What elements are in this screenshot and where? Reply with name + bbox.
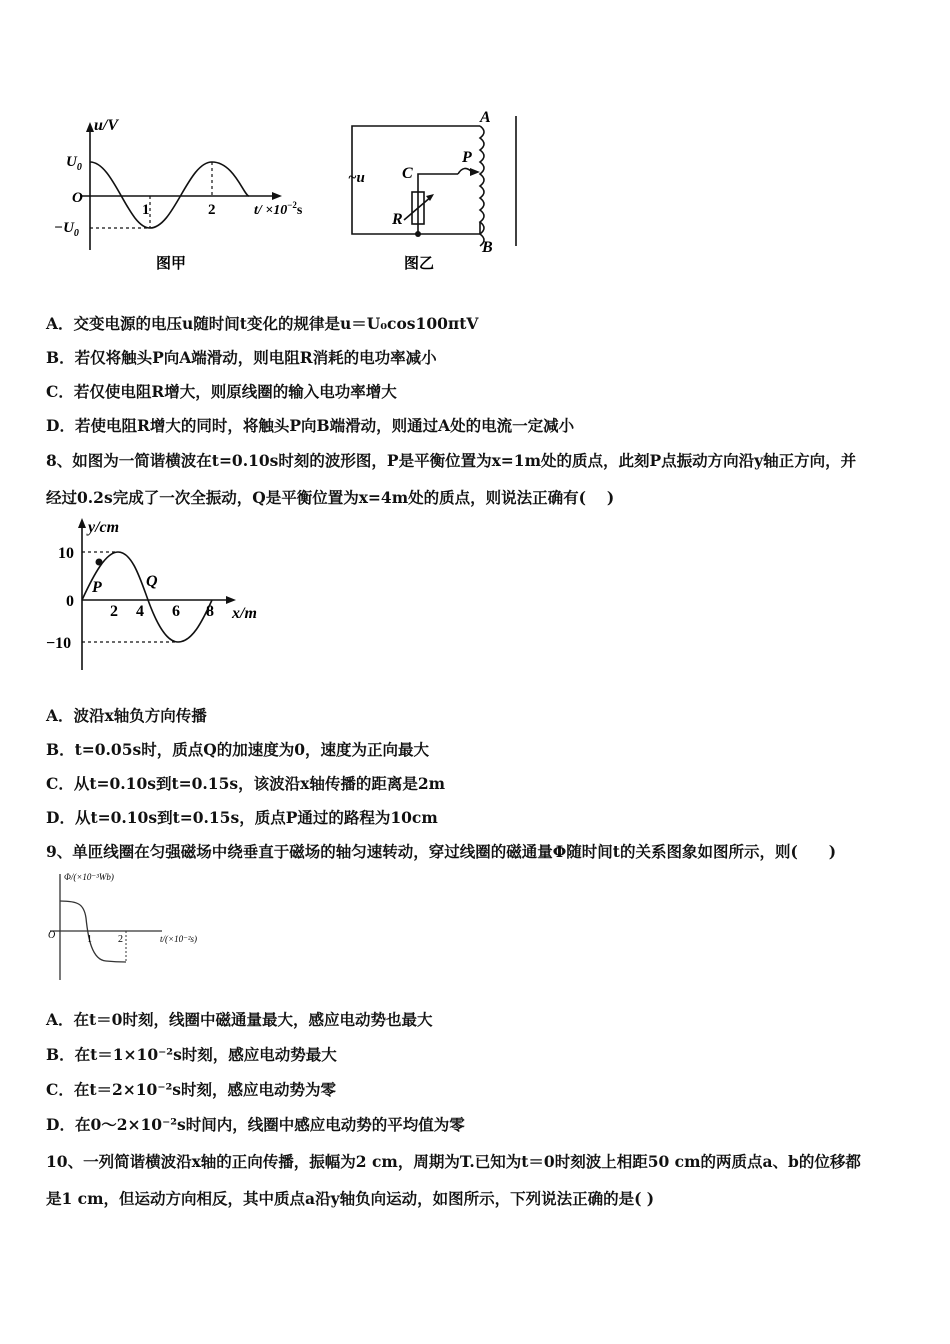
wave8-axis-y-label: y/cm (88, 519, 120, 536)
yi-label-a: A (480, 109, 491, 126)
figure-jia (44, 100, 334, 278)
figure-wave-q8 (44, 514, 274, 674)
q8-option-d: D．从t=0.10s到t=0.15s，质点P通过的路程为10cm (46, 808, 438, 827)
q7-option-b: B．若仅将触头P向A端滑动，则电阻R消耗的电功率减小 (46, 348, 437, 367)
wave8-tick-4: 4 (136, 603, 144, 620)
jia-origin-label: O (72, 190, 83, 206)
q7-option-a: A．交变电源的电压u随时间t变化的规律是u＝U₀cos100πtV (46, 314, 479, 333)
q7-option-d: D．若使电阻R增大的同时，将触头P向B端滑动，则通过A处的电流一定减小 (46, 416, 575, 435)
q8-stem-line-1: 8、如图为一简谐横波在t=0.10s时刻的波形图，P是平衡位置为x=1m处的质点，此刻P点振动方向沿y轴正方向，并 (46, 451, 857, 470)
q9-option-d: D．在0～2×10⁻²s时间内，线圈中感应电动势的平均值为零 (46, 1115, 465, 1134)
yi-label-c: C (402, 165, 413, 182)
yi-source-label: ~u (348, 170, 365, 186)
q9-option-a: A．在t＝0时刻，线圈中磁通量最大，感应电动势也最大 (46, 1010, 433, 1029)
wave8-y-max: 10 (58, 545, 74, 562)
q8-option-b: B．t=0.05s时，质点Q的加速度为0，速度为正向最大 (46, 740, 430, 759)
figure-yi (340, 100, 530, 278)
flux9-tick-2: 2 (118, 934, 123, 945)
yi-label-p: P (462, 149, 472, 166)
jia-neg-u0-label: $-U_0$ (54, 220, 79, 239)
q9-option-c: C．在t＝2×10⁻²s时刻，感应电动势为零 (46, 1080, 337, 1099)
jia-axis-y-label: u/V (94, 117, 119, 134)
yi-label-b: B (482, 239, 493, 256)
q9-option-b: B．在t＝1×10⁻²s时刻，感应电动势最大 (46, 1045, 337, 1064)
wave8-y-min: −10 (46, 635, 72, 652)
q10-stem-line-2: 是1 cm，但运动方向相反，其中质点a沿y轴负向运动，如图所示，下列说法正确的是( ) (46, 1189, 655, 1208)
jia-tick-1: 1 (142, 202, 150, 218)
q8-option-c: C．从t=0.10s到t=0.15s，该波沿x轴传播的距离是2m (46, 774, 446, 793)
jia-caption: 图甲 (156, 254, 187, 272)
figure-flux-q9 (44, 868, 234, 988)
yi-label-r: R (392, 211, 403, 228)
wave8-axis-x-label: x/m (232, 605, 257, 622)
wave8-point-p (96, 559, 103, 566)
wave8-tick-6: 6 (172, 603, 180, 620)
q8-option-a: A．波沿x轴负方向传播 (46, 706, 207, 725)
jia-cos-curve (90, 162, 249, 228)
q8-stem-line-2: 经过0.2s完成了一次全振动，Q是平衡位置为x=4m处的质点，则说法正确有( ) (46, 488, 615, 507)
wave8-tick-2: 2 (110, 603, 118, 620)
flux9-axis-x-label: t/(×10⁻²s) (160, 934, 198, 944)
flux9-axis-y-label: Φ/(×10⁻³Wb) (64, 872, 114, 882)
jia-u0-label: $U_0$ (66, 154, 82, 173)
wave8-y-zero: 0 (66, 593, 74, 610)
wave8-label-q: Q (146, 573, 158, 590)
yi-primary-circuit (352, 126, 480, 234)
flux9-tick-1: 1 (87, 934, 92, 945)
flux9-origin: O (48, 930, 56, 941)
q9-stem: 9、单匝线圈在匀强磁场中绕垂直于磁场的轴匀速转动，穿过线圈的磁通量Φ随时间t的关系图象如图所示，则( ) (46, 842, 837, 861)
wave8-label-p: P (92, 579, 102, 596)
q10-stem-line-1: 10、一列简谐横波沿x轴的正向传播，振幅为2 cm，周期为T.已知为t＝0时刻波上相距50 cm的两质点a、b的位移都 (46, 1152, 861, 1171)
jia-axis-x-label: $t/ \times 10^{-2}s$ (254, 200, 303, 218)
q7-option-c: C．若仅使电阻R增大，则原线圈的输入电功率增大 (46, 382, 397, 401)
wave8-curve (82, 552, 212, 642)
jia-tick-2: 2 (208, 202, 216, 218)
yi-caption: 图乙 (404, 254, 435, 272)
wave8-tick-8: 8 (206, 603, 214, 620)
